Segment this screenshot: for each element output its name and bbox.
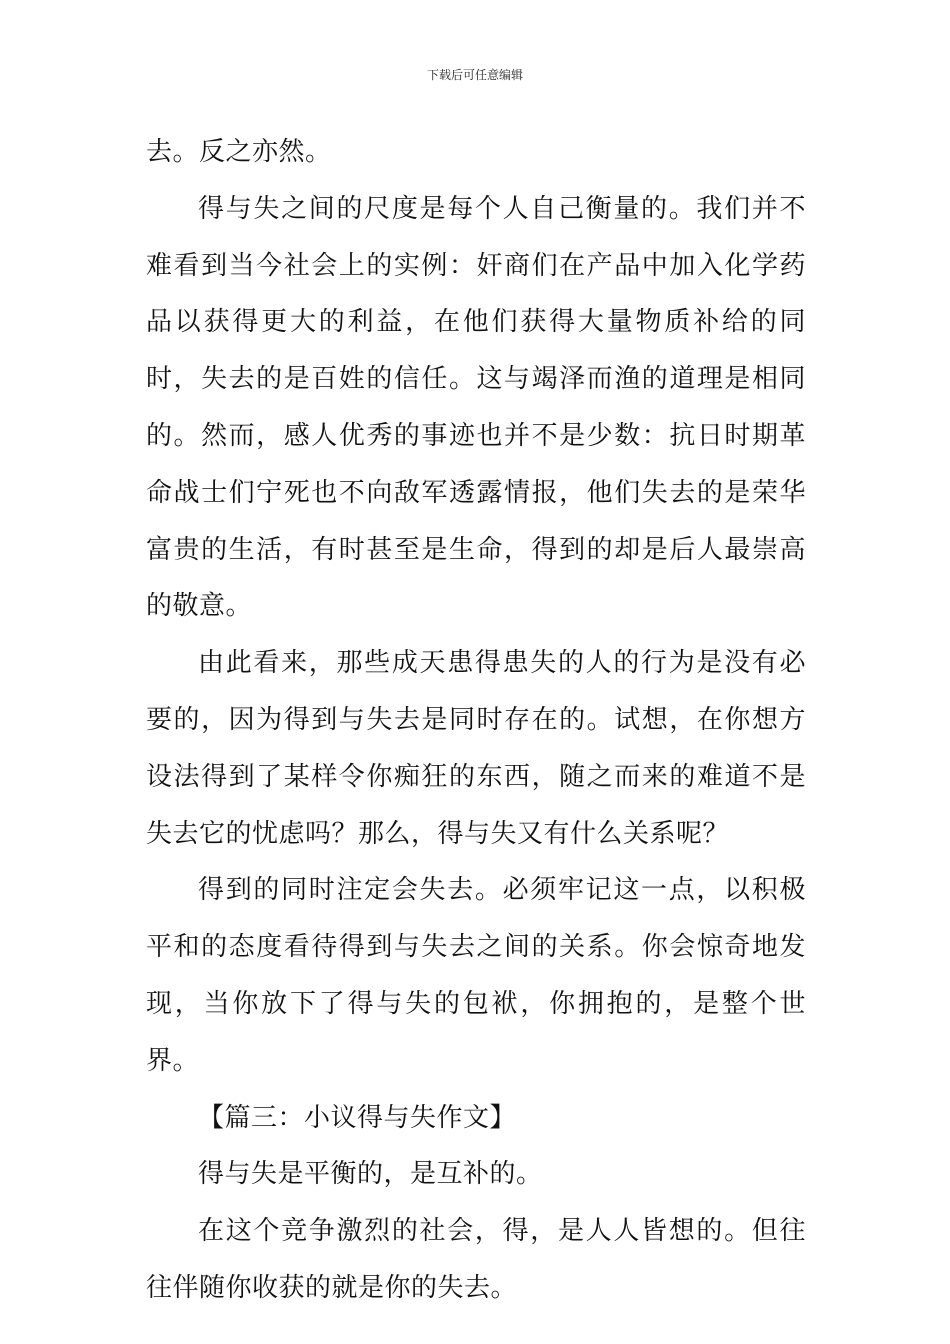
paragraph: 得与失之间的尺度是每个人自己衡量的。我们并不难看到当今社会上的实例：奸商们在产品中加入化学药品以获得更大的利益，在他们获得大量物质补给的同时，失去的是百姓的信任。这与竭泽而渔的道理是相同的。然而，感人优秀的事迹也并不是少数：抗日时期革命战士们宁死也不向敌军透露情报，他们失去的是荣华富贵的生活，有时甚至是生命，得到的却是后人最崇高的敬意。 — [146, 193, 806, 622]
paragraph: 由此看来，那些成天患得患失的人的行为是没有必要的，因为得到与失去是同时存在的。试想，在你想方设法得到了某样令你痴狂的东西，随之而来的难道不是失去它的忧虑吗？那么，得与失又有什么关系呢？ — [146, 648, 806, 849]
document-body — [146, 124, 806, 1317]
paragraph: 在这个竞争激烈的社会，得，是人人皆想的。但往往伴随你收获的就是你的失去。 — [146, 1216, 806, 1303]
paragraph: 得到的同时注定会失去。必须牢记这一点，以积极平和的态度看待得到与失去之间的关系。你会惊奇地发现，当你放下了得与失的包袱，你拥抱的，是整个世界。 — [146, 875, 806, 1076]
paragraph: 得与失是平衡的，是互补的。 — [198, 1159, 543, 1190]
section-heading: 【篇三：小议得与失作文】 — [198, 1102, 517, 1133]
page-header: 下载后可任意编辑 — [426, 68, 523, 82]
paragraph: 去。反之亦然。 — [146, 137, 332, 167]
